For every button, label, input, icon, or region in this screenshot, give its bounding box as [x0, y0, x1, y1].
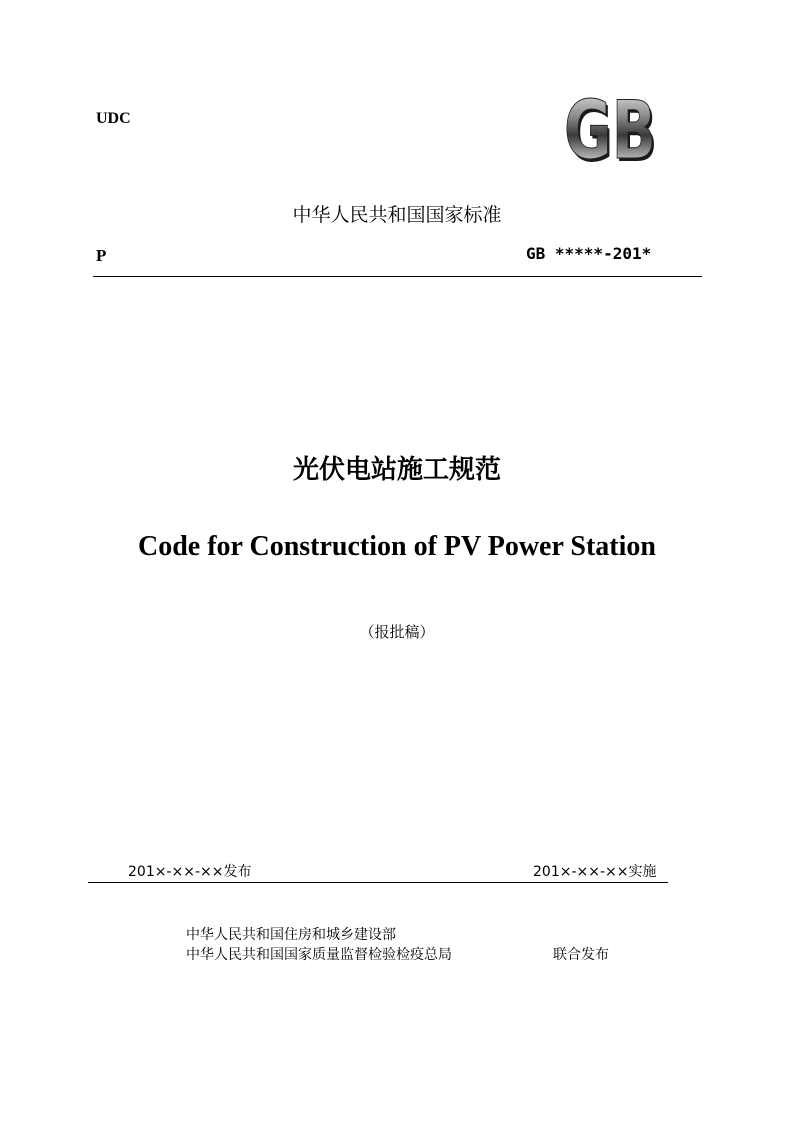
issuer-aqsiq: 中华人民共和国国家质量监督检验检疫总局	[186, 947, 452, 963]
draft-status-note: （报批稿）	[359, 623, 435, 641]
footer-divider	[88, 882, 668, 883]
issuer-ministry-housing: 中华人民共和国住房和城乡建设部	[186, 927, 396, 943]
header-divider	[93, 276, 702, 277]
implementation-date: 201×-××-××实施	[533, 864, 657, 880]
gb-logo-text: GB	[564, 88, 656, 166]
udc-label: UDC	[96, 110, 131, 127]
title-chinese: 光伏电站施工规范	[292, 455, 501, 485]
gb-logo	[560, 88, 660, 166]
standard-number: GB *****-201*	[526, 244, 652, 263]
category-code: P	[96, 246, 107, 265]
joint-issue-label: 联合发布	[553, 947, 609, 963]
issue-date: 201×-××-××发布	[128, 864, 252, 880]
gb-logo-shadow: GB	[566, 88, 658, 166]
standard-class-heading: 中华人民共和国国家标准	[292, 204, 502, 226]
title-english: Code for Construction of PV Power Station	[138, 531, 656, 562]
